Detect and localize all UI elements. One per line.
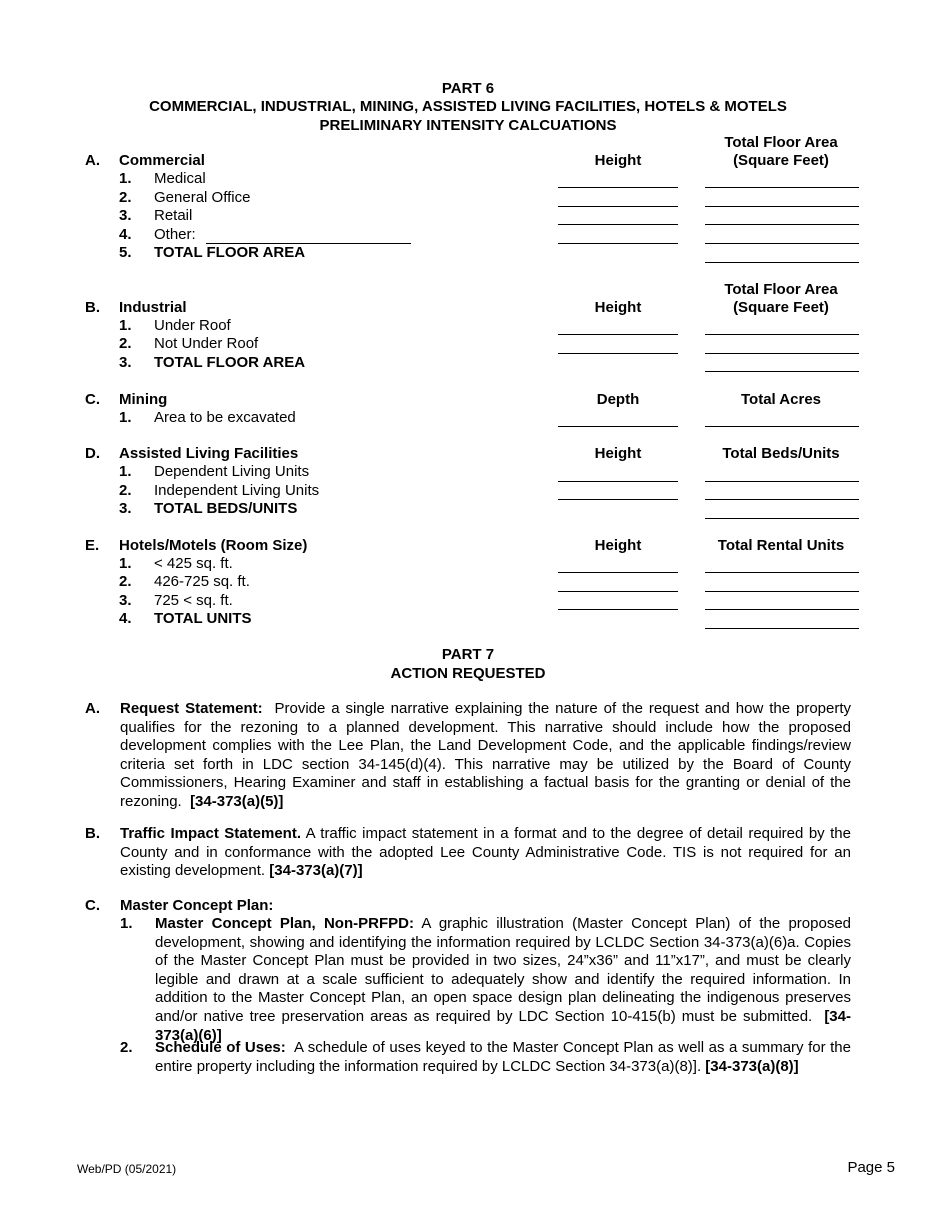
column-header-total: Total Floor Area	[724, 281, 838, 298]
item-number: 5.	[119, 244, 132, 261]
column-header-height: Height	[594, 537, 642, 554]
total-input-line[interactable]	[705, 628, 859, 629]
total-input-line[interactable]	[705, 481, 859, 482]
schedule-of-uses-title: Schedule of Uses:	[155, 1039, 286, 1056]
column-header-units: (Square Feet)	[733, 299, 829, 316]
column-header-total: Total Beds/Units	[722, 445, 840, 462]
section-letter: A.	[85, 152, 100, 169]
total-input-line[interactable]	[705, 353, 859, 354]
height-input-line[interactable]	[558, 187, 678, 188]
section-title: Commercial	[119, 152, 205, 169]
section-letter: D.	[85, 445, 100, 462]
item-label-total: TOTAL FLOOR AREA	[154, 354, 306, 371]
height-input-line[interactable]	[558, 334, 678, 335]
footer-form-id: Web/PD (05/2021)	[77, 1162, 177, 1176]
item-number: 4.	[119, 226, 132, 243]
item-number: 4.	[119, 610, 132, 627]
item-number: 2.	[120, 1039, 133, 1056]
traffic-impact-paragraph	[120, 825, 851, 881]
section-letter: C.	[85, 391, 100, 408]
item-number: 2.	[119, 482, 132, 499]
height-input-line[interactable]	[558, 243, 678, 244]
height-input-line[interactable]	[558, 224, 678, 225]
total-input-line[interactable]	[705, 572, 859, 573]
item-number: 1.	[120, 915, 133, 932]
request-statement-title: Request Statement:	[120, 700, 263, 717]
height-input-line[interactable]	[558, 206, 678, 207]
column-header-total: Total Acres	[740, 391, 822, 408]
part7-heading: PART 7	[441, 646, 495, 663]
total-input-line[interactable]	[705, 187, 859, 188]
height-input-line[interactable]	[558, 353, 678, 354]
item-number: 3.	[119, 500, 132, 517]
item-number: 2.	[119, 573, 132, 590]
item-number: 2.	[119, 335, 132, 352]
request-statement-paragraph	[120, 700, 851, 812]
request-statement-ref: [34-373(a)(5)]	[190, 792, 284, 810]
master-concept-plan-body: A graphic illustration (Master Concept Plan) of the proposed development, showing and identifying the information required by LCLDC Section 34-373(a)(6)a. Copies of the Master Concept Plan must be provided in two sizes, 24”x36” and 11”x17”, and must be clearly legible and drawn at a scale sufficient to adequately show and identify the required information. In addition to the Master Concept Plan, an open space design plan delineating the indigenous preserves and/or native tree preservation areas as required by LDC Section 10-415(b) must be submitted.	[155, 915, 852, 1025]
height-input-line[interactable]	[558, 572, 678, 573]
total-input-line[interactable]	[705, 371, 859, 372]
part6-subheading-2: PRELIMINARY INTENSITY CALCUATIONS	[319, 117, 617, 134]
schedule-of-uses-body: A schedule of uses keyed to the Master Concept Plan as well as a summary for the entire property including the information required by LCLDC Section 34-373(a)(8)].	[155, 1039, 851, 1075]
section-letter: B.	[85, 299, 100, 316]
total-input-line[interactable]	[705, 206, 859, 207]
item-number: 3.	[119, 592, 132, 609]
total-input-line[interactable]	[705, 224, 859, 225]
item-label: 426-725 sq. ft.	[154, 573, 250, 590]
column-header-height: Height	[594, 299, 642, 316]
schedule-of-uses-paragraph	[155, 1039, 851, 1076]
item-label: < 425 sq. ft.	[154, 555, 233, 572]
section-letter: A.	[85, 700, 100, 717]
item-label: Under Roof	[154, 317, 231, 334]
section-letter: E.	[85, 537, 100, 554]
traffic-impact-body: A traffic impact statement in a format and to the degree of detail required by the County and in conformance with the adopted Lee County Administrative Code. TIS is not required for an existing development.	[120, 825, 851, 880]
item-label: General Office	[154, 189, 251, 206]
section-title: Industrial	[119, 299, 187, 316]
column-header-depth: Depth	[596, 391, 640, 408]
request-statement-body: Provide a single narrative explaining the nature of the request and how the property qualifies for the rezoning to a planned development. This narrative should include how the proposed development complies with the Lee Plan, the Land Development Code, and the applicable findings/review criteria set forth in LDC section 34-145(d)(4). This narrative may be utilized by the Board of County Commissioners, Hearing Examiner and staff in establishing a factual basis for the granting or denial of the rezoning.	[120, 700, 852, 810]
depth-input-line[interactable]	[558, 426, 678, 427]
column-header-total: Total Floor Area	[724, 134, 838, 151]
schedule-of-uses-ref: [34-373(a)(8)]	[705, 1057, 799, 1075]
height-input-line[interactable]	[558, 499, 678, 500]
height-input-line[interactable]	[558, 609, 678, 610]
traffic-impact-title: Traffic Impact Statement.	[120, 825, 301, 842]
section-title: Assisted Living Facilities	[119, 445, 299, 462]
height-input-line[interactable]	[558, 591, 678, 592]
section-title: Hotels/Motels (Room Size)	[119, 537, 308, 554]
section-letter: C.	[85, 897, 100, 914]
item-label-total: TOTAL FLOOR AREA	[154, 244, 306, 261]
item-label: Not Under Roof	[154, 335, 259, 352]
master-concept-title: Master Concept Plan:	[120, 897, 274, 914]
item-label-total: TOTAL BEDS/UNITS	[154, 500, 298, 517]
item-number: 3.	[119, 354, 132, 371]
total-input-line[interactable]	[705, 262, 859, 263]
total-input-line[interactable]	[705, 499, 859, 500]
part7-subheading: ACTION REQUESTED	[390, 665, 546, 682]
item-label: Independent Living Units	[154, 482, 320, 499]
column-header-units: (Square Feet)	[733, 152, 829, 169]
height-input-line[interactable]	[558, 481, 678, 482]
part6-subheading: COMMERCIAL, INDUSTRIAL, MINING, ASSISTED LIVING FACILITIES, HOTELS & MOTELS	[149, 98, 787, 115]
item-number: 1.	[119, 409, 132, 426]
section-letter: B.	[85, 825, 100, 842]
total-input-line[interactable]	[705, 243, 859, 244]
master-concept-plan-paragraph	[155, 915, 851, 1045]
total-input-line[interactable]	[705, 426, 859, 427]
column-header-height: Height	[594, 152, 642, 169]
total-input-line[interactable]	[705, 518, 859, 519]
column-header-height: Height	[594, 445, 642, 462]
master-concept-plan-ref: [34-373(a)(6)]	[155, 1007, 851, 1044]
item-label: Medical	[154, 170, 206, 187]
item-label-total: TOTAL UNITS	[154, 610, 252, 627]
total-input-line[interactable]	[705, 591, 859, 592]
column-header-total: Total Rental Units	[717, 537, 845, 554]
item-label: Other:	[154, 226, 196, 243]
item-label: 725 < sq. ft.	[154, 592, 233, 609]
item-number: 1.	[119, 170, 132, 187]
total-input-line[interactable]	[705, 609, 859, 610]
item-number: 1.	[119, 463, 132, 480]
item-number: 2.	[119, 189, 132, 206]
footer-page-number: Page 5	[847, 1159, 895, 1176]
total-input-line[interactable]	[705, 334, 859, 335]
item-number: 3.	[119, 207, 132, 224]
traffic-impact-ref: [34-373(a)(7)]	[269, 862, 363, 880]
item-label: Retail	[154, 207, 193, 224]
item-number: 1.	[119, 555, 132, 572]
section-title: Mining	[119, 391, 168, 408]
master-concept-plan-title: Master Concept Plan, Non-PRFPD:	[155, 915, 414, 932]
part6-heading: PART 6	[441, 80, 495, 97]
item-label: Dependent Living Units	[154, 463, 310, 480]
item-number: 1.	[119, 317, 132, 334]
item-label: Area to be excavated	[154, 409, 296, 426]
